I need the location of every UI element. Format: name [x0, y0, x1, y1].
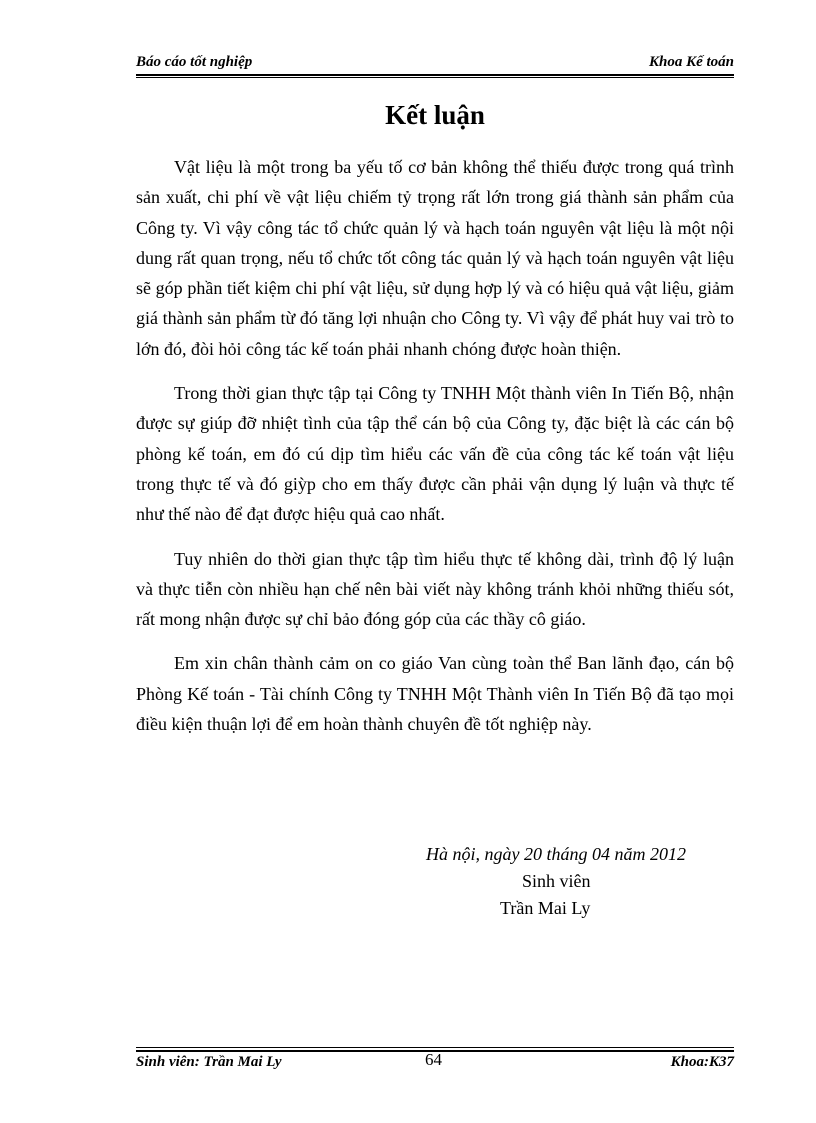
- paragraph-3: Tuy nhiên do thời gian thực tập tìm hiểu thực tế không dài, trình độ lý luận và thực tiễn còn nhiều hạn chế nên bài viết này không tránh khỏi những thiếu sót, rất mong nhận được sự chỉ bảo đóng góp của các thầy cô giáo.: [136, 548, 734, 630]
- page-title: Kết luận: [385, 100, 485, 130]
- footer-rule-thin: [136, 1047, 734, 1048]
- paragraph-1: Vật liệu là một trong ba yếu tố cơ bản không thể thiếu được trong quá trình sản xuất, chi phí về vật liệu chiếm tỷ trọng rất lớn trong giá thành sản phẩm của Công ty. Vì vậy công tác tổ chức quản lý và hạch toán nguyên vật liệu là một nội dung rất quan trọng, nếu tổ chức tốt công tác quản lý và hạch toán nguyên vật liệu sẽ góp phần tiết kiệm chi phí vật liệu, sử dụng hợp lý và có hiệu quả vật liệu, giảm giá thành sản phẩm từ đó tăng lợi nhuận cho Công ty. Vì vậy để phát huy vai trò to lớn đó, đòi hỏi công tác kế toán phải nhanh chóng được hoàn thiện.: [136, 157, 734, 359]
- paragraph-4: Em xin chân thành cảm on co giáo Van cùng toàn thể Ban lãnh đạo, cán bộ Phòng Kế toán - Tài chính Công ty TNHH Một Thành viên In Tiến Bộ đã tạo mọi điều kiện thuận lợi để em hoàn thành chuyên đề tốt nghiệp này.: [136, 653, 734, 735]
- body-text: [136, 152, 734, 753]
- page-number: 64: [425, 1050, 442, 1069]
- paragraph-2: Trong thời gian thực tập tại Công ty TNHH Một thành viên In Tiến Bộ, nhận được sự giúp đỡ nhiệt tình của tập thể cán bộ của Công ty, đặc biệt là các cán bộ phòng kế toán, em đó cú dịp tìm hiểu các vấn đề của công tác kế toán vật liệu trong thực tế và đó giỳp cho em thấy được cần phải vận dụng lý luận và thực tế như thế nào để đạt được hiệu quả cao nhất.: [136, 383, 734, 525]
- header-report-title: Báo cáo tốt nghiệp: [136, 54, 253, 70]
- header-faculty: Khoa Kế toán: [648, 54, 734, 70]
- page-footer: [136, 1050, 734, 1076]
- header-rule-thin: [136, 77, 734, 78]
- page-header: [136, 52, 734, 74]
- header-rule-thick: [136, 74, 734, 76]
- signature-name: Trần Mai Ly: [500, 898, 591, 918]
- signature-date: Hà nội, ngày 20 tháng 04 năm 2012: [426, 844, 686, 864]
- footer-student: Sinh viên: Trần Mai Ly: [136, 1054, 282, 1070]
- footer-class: Khoa:K37: [670, 1054, 734, 1070]
- signature-role: Sinh viên: [522, 871, 591, 891]
